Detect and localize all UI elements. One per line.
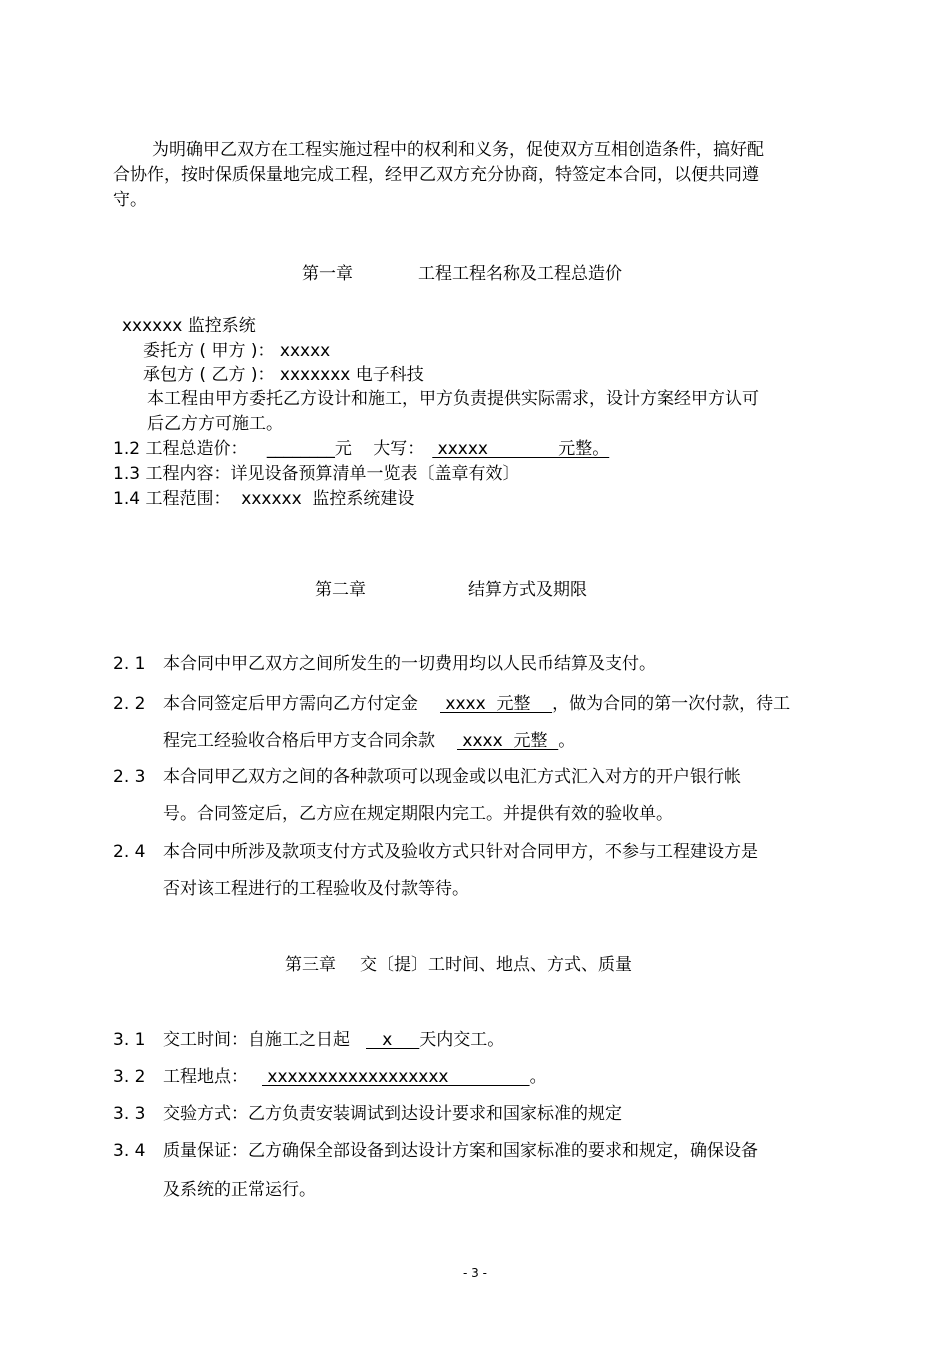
item-2-2-cont <box>163 729 575 753</box>
item-3-4 <box>113 1139 758 1163</box>
item-3-1 <box>113 1028 504 1052</box>
item-text: 质量保证：乙方确保全部设备到达设计方案和国家标准的要求和规定，确保设备 <box>163 1141 758 1161</box>
client-label: 委托方 ( 甲方 )： <box>143 341 275 361</box>
item-2-3 <box>113 765 741 789</box>
chapter-2-title: 结算方式及期限 <box>468 580 587 600</box>
item-number: 1.3 <box>113 464 141 484</box>
amount-blank: ________ <box>266 439 335 459</box>
item-2-3-cont: 号。合同签定后，乙方应在规定期限内完工。并提供有效的验收单。 <box>163 804 673 824</box>
contractor-row <box>143 363 424 387</box>
daxie-label: 大写： <box>373 439 425 459</box>
item-text: ，做为合同的第一次付款，待工 <box>552 694 791 714</box>
item-number: 3. 3 <box>113 1104 146 1124</box>
project-location: xxxxxxxxxxxxxxxxxx <box>262 1067 530 1087</box>
intro-line-3: 守。 <box>113 190 147 210</box>
item-text: 工程地点： <box>163 1067 248 1087</box>
page-number: - 3 - <box>463 1266 487 1280</box>
balance-amount: xxxx 元整 <box>457 731 559 751</box>
item-2-4-cont: 否对该工程进行的工程验收及付款等待。 <box>163 879 469 899</box>
client-row <box>143 339 330 363</box>
deposit-amount: xxxx 元整 <box>440 694 553 714</box>
item-text: 工程范围： xxxxxx 监控系统建设 <box>145 489 415 509</box>
amount-in-words: xxxxx 元整。 <box>432 439 610 459</box>
item-2-4 <box>113 840 758 864</box>
item-1-4 <box>113 487 414 511</box>
item-label: 工程总造价： <box>145 439 248 459</box>
item-text: 工程内容：详见设备预算清单一览表〔盖章有效〕 <box>145 464 520 484</box>
item-text: 交工时间：自施工之日起 <box>163 1030 350 1050</box>
project-desc-line-2: 后乙方方可施工。 <box>147 414 283 434</box>
item-number: 1.2 <box>113 439 141 459</box>
item-number: 2. 2 <box>113 694 146 714</box>
item-3-2 <box>113 1065 547 1089</box>
project-name: xxxxxx 监控系统 <box>122 316 256 336</box>
item-text: 。 <box>529 1067 547 1087</box>
yuan-label: 元 <box>334 439 352 459</box>
client-value: xxxxx <box>279 341 331 361</box>
item-number: 2. 3 <box>113 767 146 787</box>
project-desc-line-1: 本工程由甲方委托乙方设计和施工，甲方负责提供实际需求，设计方案经甲方认可 <box>147 389 759 409</box>
item-3-4-cont: 及系统的正常运行。 <box>163 1180 316 1200</box>
item-number: 2. 1 <box>113 654 146 674</box>
delivery-days: x <box>366 1030 420 1050</box>
item-number: 3. 4 <box>113 1141 146 1161</box>
item-number: 3. 1 <box>113 1030 146 1050</box>
chapter-1-label: 第一章 <box>302 264 353 284</box>
chapter-3-title: 交〔提〕工时间、地点、方式、质量 <box>360 955 632 975</box>
item-2-2 <box>113 692 790 716</box>
contractor-label: 承包方 ( 乙方 )： <box>143 365 275 385</box>
chapter-2-label: 第二章 <box>315 580 366 600</box>
chapter-1-title: 工程工程名称及工程总造价 <box>418 264 622 284</box>
item-text: 本合同中所涉及款项支付方式及验收方式只针对合同甲方，不参与工程建设方是 <box>163 842 758 862</box>
item-text: 本合同甲乙双方之间的各种款项可以现金或以电汇方式汇入对方的开户银行帐 <box>163 767 741 787</box>
contractor-value: xxxxxxx 电子科技 <box>279 365 424 385</box>
item-text: 本合同签定后甲方需向乙方付定金 <box>163 694 418 714</box>
item-number: 1.4 <box>113 489 141 509</box>
item-text: 天内交工。 <box>419 1030 505 1050</box>
chapter-3-label: 第三章 <box>285 955 336 975</box>
item-text: 程完工经验收合格后甲方支合同余款 <box>163 731 435 751</box>
item-3-3 <box>113 1102 622 1126</box>
item-1-3 <box>113 462 519 486</box>
intro-line-1: 为明确甲乙双方在工程实施过程中的权利和义务，促使双方互相创造条件，搞好配 <box>152 140 764 160</box>
item-number: 2. 4 <box>113 842 146 862</box>
item-2-1 <box>113 652 656 676</box>
item-number: 3. 2 <box>113 1067 146 1087</box>
item-text: 。 <box>558 731 576 751</box>
item-text: 本合同中甲乙双方之间所发生的一切费用均以人民币结算及支付。 <box>163 654 656 674</box>
item-text: 交验方式：乙方负责安装调试到达设计要求和国家标准的规定 <box>163 1104 622 1124</box>
item-1-2 <box>113 437 609 461</box>
intro-line-2: 合协作，按时保质保量地完成工程，经甲乙双方充分协商，特签定本合同，以便共同遵 <box>113 165 759 185</box>
